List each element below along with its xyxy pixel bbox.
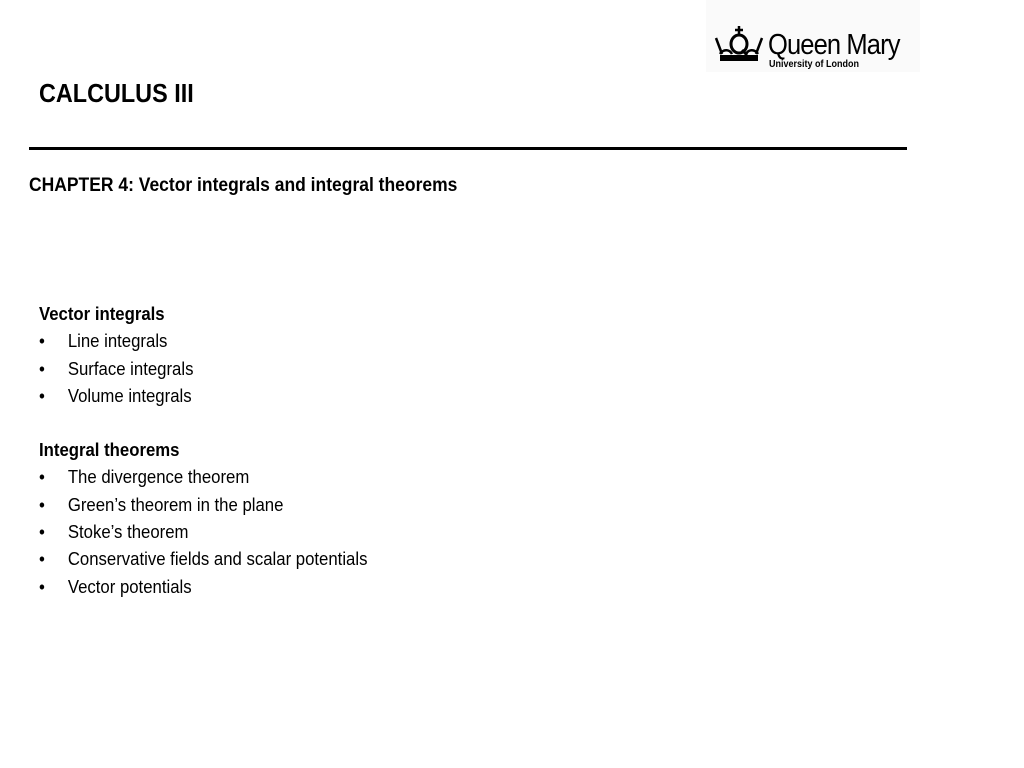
bullet: • <box>39 494 45 515</box>
list-item <box>39 546 367 573</box>
section-heading: Vector integrals <box>39 304 165 324</box>
list-item-text: Surface integrals <box>67 358 194 379</box>
logo-name: Queen Mary <box>768 29 900 61</box>
list-item-text: Stoke’s theorem <box>67 522 189 543</box>
logo-subtitle: University of London <box>769 59 859 70</box>
section-heading: Integral theorems <box>39 440 180 461</box>
list-item-text: Line integrals <box>67 331 168 352</box>
slide-title: CALCULUS III <box>39 78 194 108</box>
list-item-text: Conservative fields and scalar potentials <box>67 549 368 570</box>
bullet: • <box>39 549 45 570</box>
university-logo <box>706 0 920 72</box>
list-item <box>39 492 367 519</box>
chapter-heading: CHAPTER 4: Vector integrals and integral theorems <box>29 175 458 196</box>
crown-icon <box>714 24 764 64</box>
list-item <box>39 464 367 491</box>
list-item <box>39 519 367 546</box>
list-item <box>39 574 367 601</box>
bullet: • <box>39 576 45 597</box>
divider <box>29 147 907 150</box>
list-item-text: Green’s theorem in the plane <box>67 494 284 515</box>
list-item-text: The divergence theorem <box>67 467 250 488</box>
list-item <box>39 328 367 355</box>
list-item-text: Vector potentials <box>67 576 192 597</box>
bullet: • <box>39 358 45 379</box>
slide-content <box>39 301 367 601</box>
list-item <box>39 356 367 383</box>
list-item <box>39 383 367 410</box>
bullet: • <box>39 467 45 488</box>
list-item-text: Volume integrals <box>67 385 192 406</box>
bullet: • <box>39 522 45 543</box>
bullet: • <box>39 385 45 406</box>
bullet: • <box>39 331 45 352</box>
